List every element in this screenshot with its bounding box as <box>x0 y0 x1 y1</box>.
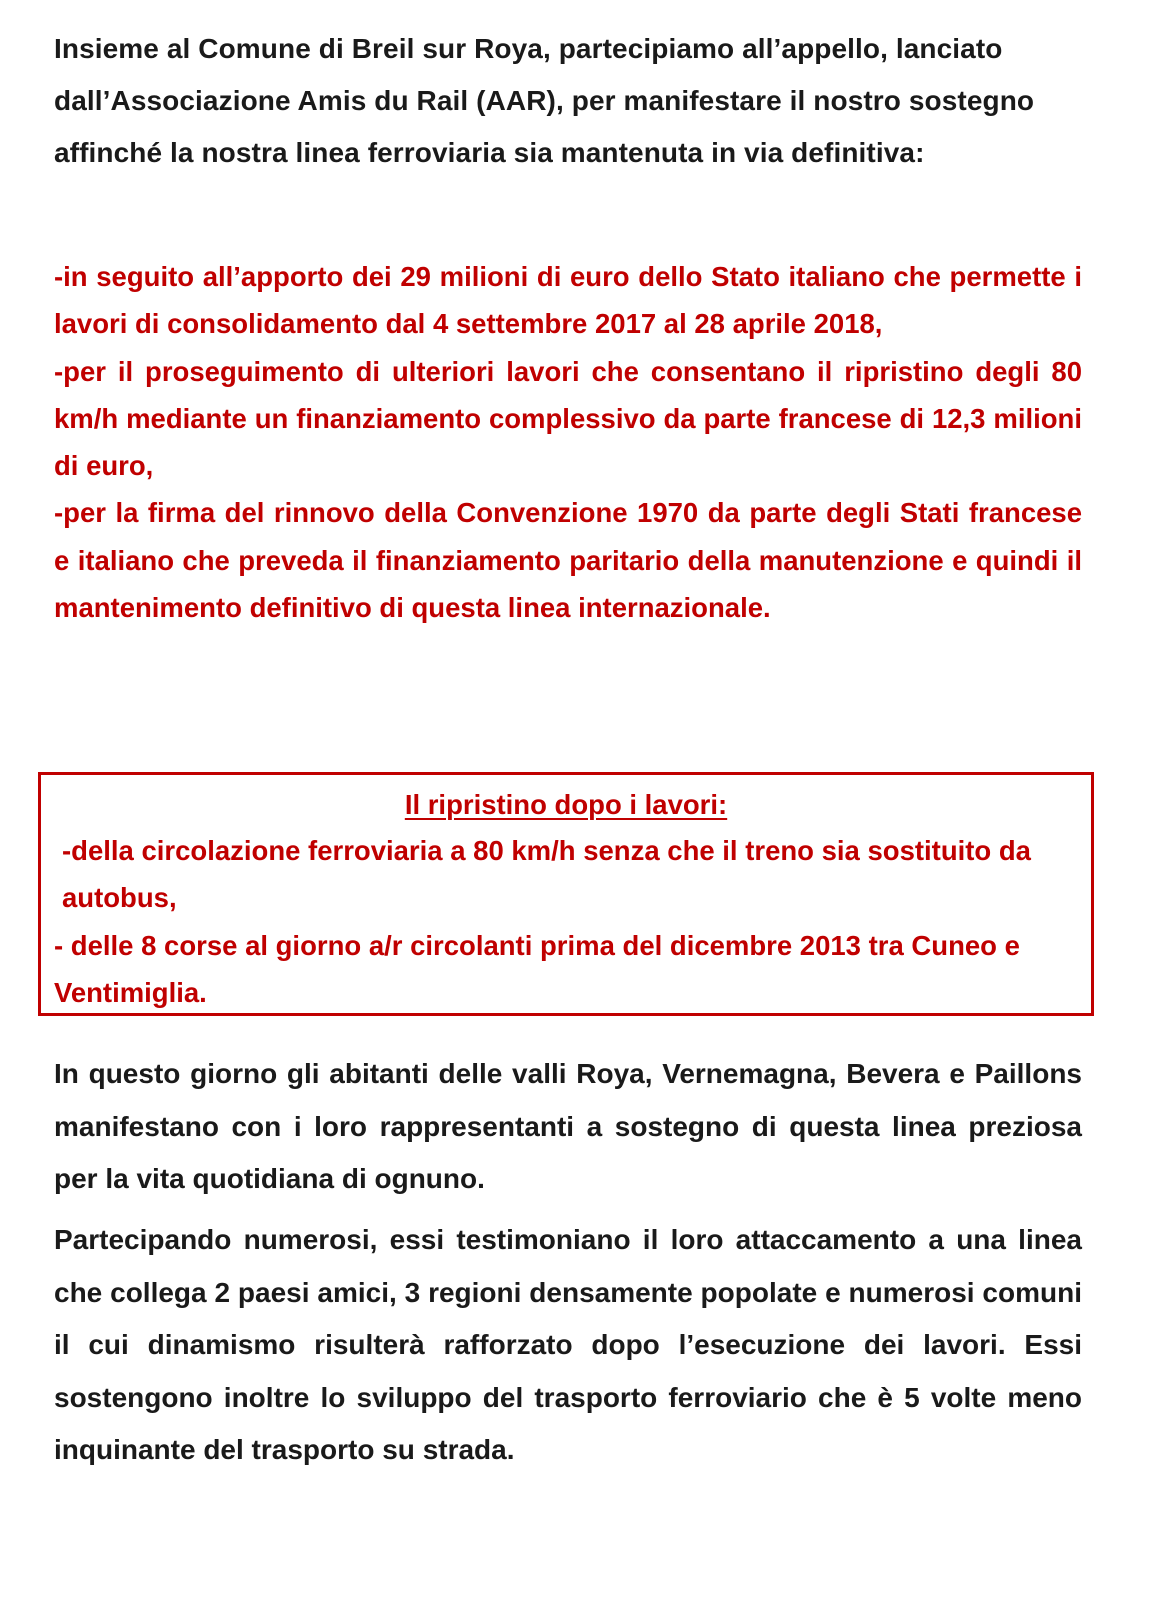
restoration-box-title: Il ripristino dopo i lavori: <box>404 789 728 820</box>
restoration-item: -della circolazione ferroviaria a 80 km/h senza che il treno sia sostituito da autobus, <box>62 835 1031 914</box>
demands-list <box>54 253 1082 631</box>
restoration-list <box>54 827 1084 1016</box>
demand-item: -per la firma del rinnovo della Convenzione 1970 da parte degli Stati francese e italiano che preveda il finanziamento paritario della manutenzione e quindi il mantenimento definitivo di questa linea internazionale. <box>54 497 1082 624</box>
demand-item: -in seguito all’apporto dei 29 milioni di euro dello Stato italiano che permette i lavori di consolidamento dal 4 settembre 2017 al 28 aprile 2018, <box>54 261 1082 340</box>
intro-paragraph: Insieme al Comune di Breil sur Roya, partecipiamo all’appello, lanciato dall’Associazione Amis du Rail (AAR), per manifestare il nostro sostegno affinché la nostra linea ferroviaria sia mantenuta in via definitiva: <box>54 33 1035 168</box>
restoration-box <box>38 772 1094 1016</box>
valleys-paragraph: In questo giorno gli abitanti delle valli Roya, Vernemagna, Bevera e Paillons manifestano con i loro rappresentanti a sostegno di questa linea preziosa per la vita quotidiana di ognuno. <box>54 1058 1082 1194</box>
demand-item: -per il proseguimento di ulteriori lavori che consentano il ripristino degli 80 km/h mediante un finanziamento complessivo da parte francese di 12,3 milioni di euro, <box>54 355 1082 482</box>
participation-paragraph: Partecipando numerosi, essi testimoniano il loro attaccamento a una linea che collega 2 paesi amici, 3 regioni densamente popolate e numerosi comuni il cui dinamismo risulterà rafforzato dopo l’esecuzione dei lavori. Essi sostengono inoltre lo sviluppo del trasporto ferroviario che è 5 volte meno inquinante del trasporto su strada. <box>54 1224 1082 1465</box>
restoration-item: - delle 8 corse al giorno a/r circolanti prima del dicembre 2013 tra Cuneo e Ventimiglia. <box>54 929 1020 1008</box>
